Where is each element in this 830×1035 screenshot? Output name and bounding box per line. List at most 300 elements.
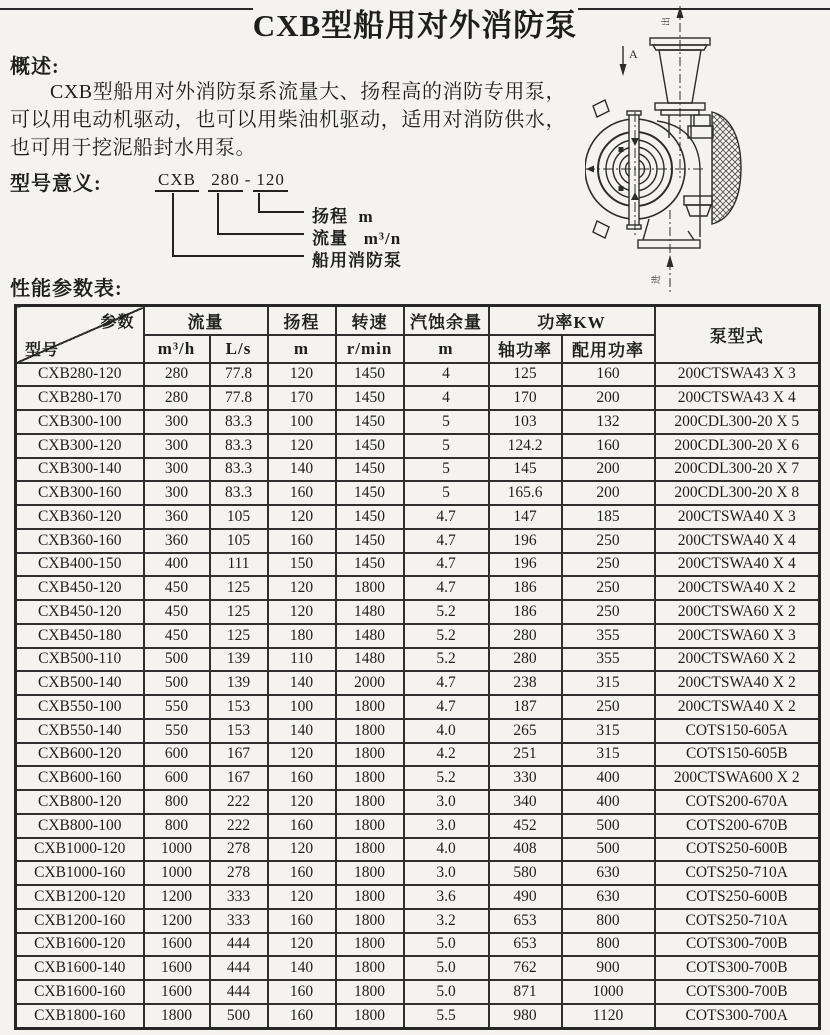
npsh-cell: 4.7	[404, 505, 489, 529]
pump-type-cell: 200CTSWA40 X 2	[655, 695, 820, 719]
model-cell: CXB300-160	[16, 481, 144, 505]
npsh-cell: 5	[404, 410, 489, 434]
flow-m3h-cell: 1200	[144, 885, 210, 909]
flow-ls-cell: 153	[210, 695, 268, 719]
shaft-power-cell: 186	[489, 600, 562, 624]
shaft-power-cell: 980	[489, 1004, 562, 1029]
speed-cell: 1450	[336, 481, 404, 505]
head-cell: 120	[268, 933, 336, 957]
pump-type-cell: 200CDL300-20 X 8	[655, 481, 820, 505]
pump-type-cell: 200CDL300-20 X 6	[655, 434, 820, 458]
model-cell: CXB1600-140	[16, 956, 144, 980]
flow-ls-cell: 153	[210, 719, 268, 743]
flow-ls-cell: 500	[210, 1004, 268, 1029]
flow-m3h-cell: 550	[144, 695, 210, 719]
npsh-cell: 3.0	[404, 861, 489, 885]
flow-ls-cell: 125	[210, 576, 268, 600]
shaft-power-cell: 452	[489, 814, 562, 838]
rated-power-cell: 200	[562, 458, 655, 482]
speed-cell: 1450	[336, 434, 404, 458]
shaft-power-cell: 147	[489, 505, 562, 529]
rated-power-cell: 160	[562, 363, 655, 387]
connector-line	[258, 211, 304, 213]
npsh-cell: 4.0	[404, 838, 489, 862]
head-cell: 120	[268, 838, 336, 862]
pump-type-cell: COTS300-700B	[655, 980, 820, 1004]
npsh-cell: 4	[404, 386, 489, 410]
header-flow: 流量	[144, 306, 268, 335]
head-cell: 100	[268, 695, 336, 719]
model-code-prefix: CXB	[155, 170, 199, 192]
speed-cell: 1800	[336, 743, 404, 767]
shaft-power-cell: 187	[489, 695, 562, 719]
outlet-label: 出	[661, 16, 671, 26]
model-code	[155, 170, 288, 190]
npsh-cell: 4.7	[404, 576, 489, 600]
npsh-cell: 4.0	[404, 719, 489, 743]
pump-type-cell: 200CTSWA40 X 2	[655, 576, 820, 600]
header-head: 扬程	[268, 306, 336, 335]
flow-m3h-cell: 360	[144, 505, 210, 529]
rated-power-cell: 355	[562, 624, 655, 648]
table-row	[16, 386, 820, 410]
flow-m3h-cell: 500	[144, 671, 210, 695]
model-cell: CXB550-100	[16, 695, 144, 719]
shaft-power-cell: 330	[489, 766, 562, 790]
label-head: 扬程 m	[312, 207, 374, 226]
head-cell: 110	[268, 648, 336, 672]
header-head-unit: m	[268, 335, 336, 363]
head-cell: 140	[268, 956, 336, 980]
shaft-power-cell: 251	[489, 743, 562, 767]
speed-cell: 1800	[336, 861, 404, 885]
flow-m3h-cell: 300	[144, 434, 210, 458]
npsh-cell: 5.2	[404, 766, 489, 790]
table-row	[16, 458, 820, 482]
flow-m3h-cell: 1600	[144, 933, 210, 957]
corner-header-cell	[16, 306, 144, 363]
rated-power-cell: 160	[562, 434, 655, 458]
table-row	[16, 671, 820, 695]
speed-cell: 2000	[336, 671, 404, 695]
model-cell: CXB800-100	[16, 814, 144, 838]
flow-ls-cell: 111	[210, 553, 268, 577]
table-row	[16, 553, 820, 577]
model-cell: CXB1600-120	[16, 933, 144, 957]
rated-power-cell: 400	[562, 790, 655, 814]
rated-power-cell: 250	[562, 529, 655, 553]
speed-cell: 1800	[336, 695, 404, 719]
npsh-cell: 5	[404, 481, 489, 505]
flow-m3h-cell: 300	[144, 410, 210, 434]
model-cell: CXB300-140	[16, 458, 144, 482]
rated-power-cell: 250	[562, 576, 655, 600]
connector-line	[172, 193, 174, 257]
table-row	[16, 481, 820, 505]
flow-m3h-cell: 600	[144, 766, 210, 790]
pump-type-cell: 200CTSWA40 X 4	[655, 529, 820, 553]
table-row	[16, 363, 820, 387]
flow-m3h-cell: 400	[144, 553, 210, 577]
model-cell: CXB300-100	[16, 410, 144, 434]
flow-ls-cell: 125	[210, 624, 268, 648]
flow-m3h-cell: 1000	[144, 838, 210, 862]
speed-cell: 1800	[336, 719, 404, 743]
model-cell: CXB280-170	[16, 386, 144, 410]
table-row	[16, 766, 820, 790]
speed-cell: 1800	[336, 814, 404, 838]
rated-power-cell: 185	[562, 505, 655, 529]
head-cell: 160	[268, 909, 336, 933]
table-row	[16, 838, 820, 862]
shaft-power-cell: 145	[489, 458, 562, 482]
speed-cell: 1480	[336, 624, 404, 648]
model-cell: CXB1800-160	[16, 1004, 144, 1029]
npsh-cell: 5.5	[404, 1004, 489, 1029]
table-row	[16, 956, 820, 980]
flow-m3h-cell: 1800	[144, 1004, 210, 1029]
pump-type-cell: 200CTSWA600 X 2	[655, 766, 820, 790]
shaft-power-cell: 265	[489, 719, 562, 743]
flow-ls-cell: 278	[210, 861, 268, 885]
rated-power-cell: 200	[562, 481, 655, 505]
head-cell: 170	[268, 386, 336, 410]
flow-ls-cell: 139	[210, 648, 268, 672]
npsh-cell: 4.7	[404, 529, 489, 553]
flow-m3h-cell: 1200	[144, 909, 210, 933]
head-cell: 140	[268, 671, 336, 695]
head-cell: 120	[268, 363, 336, 387]
model-cell: CXB600-160	[16, 766, 144, 790]
flow-m3h-cell: 450	[144, 576, 210, 600]
rated-power-cell: 630	[562, 861, 655, 885]
model-code-head: 120	[253, 170, 288, 192]
shaft-power-cell: 580	[489, 861, 562, 885]
model-cell: CXB360-160	[16, 529, 144, 553]
flow-ls-cell: 444	[210, 980, 268, 1004]
corner-label-model: 型号	[25, 341, 60, 359]
shaft-power-cell: 125	[489, 363, 562, 387]
shaft-power-cell: 762	[489, 956, 562, 980]
table-row	[16, 410, 820, 434]
head-cell: 120	[268, 743, 336, 767]
head-cell: 120	[268, 600, 336, 624]
table-row	[16, 529, 820, 553]
flow-ls-cell: 83.3	[210, 481, 268, 505]
flow-ls-cell: 222	[210, 814, 268, 838]
shaft-power-cell: 103	[489, 410, 562, 434]
table-row	[16, 648, 820, 672]
rated-power-cell: 500	[562, 838, 655, 862]
pump-type-cell: 200CDL300-20 X 5	[655, 410, 820, 434]
header-power-shaft: 轴功率	[489, 335, 562, 363]
table-row	[16, 600, 820, 624]
pump-type-cell: 200CTSWA43 X 3	[655, 363, 820, 387]
flow-ls-cell: 444	[210, 956, 268, 980]
rated-power-cell: 315	[562, 671, 655, 695]
model-cell: CXB300-120	[16, 434, 144, 458]
flow-ls-cell: 167	[210, 743, 268, 767]
npsh-cell: 4.7	[404, 671, 489, 695]
flow-ls-cell: 83.3	[210, 458, 268, 482]
label-flow: 流量 m³/n	[312, 229, 402, 248]
model-cell: CXB1000-120	[16, 838, 144, 862]
speed-cell: 1800	[336, 838, 404, 862]
pump-type-cell: COTS250-600B	[655, 838, 820, 862]
npsh-cell: 4.2	[404, 743, 489, 767]
table-row	[16, 719, 820, 743]
head-cell: 160	[268, 1004, 336, 1029]
speed-cell: 1450	[336, 363, 404, 387]
shaft-power-cell: 490	[489, 885, 562, 909]
performance-table-heading: 性能参数表:	[10, 278, 123, 300]
table-row	[16, 790, 820, 814]
model-cell: CXB550-140	[16, 719, 144, 743]
flow-m3h-cell: 300	[144, 458, 210, 482]
flow-m3h-cell: 1600	[144, 980, 210, 1004]
flow-ls-cell: 139	[210, 671, 268, 695]
model-cell: CXB450-120	[16, 600, 144, 624]
model-cell: CXB400-150	[16, 553, 144, 577]
npsh-cell: 4	[404, 363, 489, 387]
flow-ls-cell: 222	[210, 790, 268, 814]
shaft-power-cell: 196	[489, 529, 562, 553]
header-npsh-unit: m	[404, 335, 489, 363]
rated-power-cell: 400	[562, 766, 655, 790]
head-cell: 150	[268, 553, 336, 577]
model-cell: CXB450-180	[16, 624, 144, 648]
head-cell: 160	[268, 529, 336, 553]
pump-type-cell: COTS300-700A	[655, 1004, 820, 1029]
model-cell: CXB1200-120	[16, 885, 144, 909]
overview-heading: 概述:	[10, 56, 60, 78]
speed-cell: 1800	[336, 576, 404, 600]
flow-ls-cell: 83.3	[210, 434, 268, 458]
rated-power-cell: 630	[562, 885, 655, 909]
shaft-power-cell: 653	[489, 933, 562, 957]
speed-cell: 1800	[336, 980, 404, 1004]
table-row	[16, 743, 820, 767]
pump-type-cell: COTS300-700B	[655, 956, 820, 980]
table-row	[16, 861, 820, 885]
model-cell: CXB600-120	[16, 743, 144, 767]
model-cell: CXB280-120	[16, 363, 144, 387]
inlet-label: 进	[651, 274, 661, 284]
rated-power-cell: 200	[562, 386, 655, 410]
flow-ls-cell: 77.8	[210, 363, 268, 387]
flow-m3h-cell: 500	[144, 648, 210, 672]
pump-type-cell: COTS250-710A	[655, 861, 820, 885]
rated-power-cell: 355	[562, 648, 655, 672]
model-cell: CXB500-140	[16, 671, 144, 695]
head-cell: 160	[268, 481, 336, 505]
connector-line	[217, 193, 219, 235]
head-cell: 180	[268, 624, 336, 648]
speed-cell: 1800	[336, 790, 404, 814]
header-power: 功率KW	[489, 306, 655, 335]
npsh-cell: 4.7	[404, 553, 489, 577]
speed-cell: 1480	[336, 600, 404, 624]
rated-power-cell: 315	[562, 743, 655, 767]
model-cell: CXB360-120	[16, 505, 144, 529]
npsh-cell: 5.0	[404, 933, 489, 957]
shaft-power-cell: 280	[489, 648, 562, 672]
rated-power-cell: 315	[562, 719, 655, 743]
flow-m3h-cell: 1600	[144, 956, 210, 980]
npsh-cell: 4.7	[404, 695, 489, 719]
speed-cell: 1800	[336, 1004, 404, 1029]
speed-cell: 1450	[336, 458, 404, 482]
table-row	[16, 576, 820, 600]
shaft-power-cell: 196	[489, 553, 562, 577]
shaft-power-cell: 186	[489, 576, 562, 600]
shaft-power-cell: 871	[489, 980, 562, 1004]
table-row	[16, 1004, 820, 1029]
flow-ls-cell: 444	[210, 933, 268, 957]
model-cell: CXB500-110	[16, 648, 144, 672]
model-cell: CXB1200-160	[16, 909, 144, 933]
table-row	[16, 624, 820, 648]
head-cell: 160	[268, 814, 336, 838]
rated-power-cell: 1000	[562, 980, 655, 1004]
shaft-power-cell: 238	[489, 671, 562, 695]
shaft-power-cell: 280	[489, 624, 562, 648]
npsh-cell: 5.0	[404, 956, 489, 980]
pump-type-cell: 200CTSWA40 X 3	[655, 505, 820, 529]
page-title: CXB型船用对外消防泵	[252, 8, 578, 43]
table-row	[16, 434, 820, 458]
rated-power-cell: 500	[562, 814, 655, 838]
table-row	[16, 980, 820, 1004]
table-row	[16, 909, 820, 933]
head-cell: 160	[268, 861, 336, 885]
rated-power-cell: 132	[562, 410, 655, 434]
pump-type-cell: COTS200-670B	[655, 814, 820, 838]
flow-m3h-cell: 450	[144, 600, 210, 624]
flow-m3h-cell: 600	[144, 743, 210, 767]
table-row	[16, 505, 820, 529]
overview-paragraph: CXB型船用对外消防泵系流量大、扬程高的消防专用泵，可以用电动机驱动，也可以用柴油机驱动，适用对消防供水，也可用于挖泥船封水用泵。	[10, 81, 566, 159]
performance-table	[14, 304, 821, 1030]
model-cell: CXB800-120	[16, 790, 144, 814]
shaft-power-cell: 340	[489, 790, 562, 814]
pump-type-cell: COTS150-605B	[655, 743, 820, 767]
pump-type-cell: 200CTSWA40 X 4	[655, 553, 820, 577]
model-code-dash: -	[244, 170, 252, 189]
header-flow-m3h: m³/h	[144, 335, 210, 363]
speed-cell: 1450	[336, 553, 404, 577]
pump-type-cell: COTS200-670A	[655, 790, 820, 814]
speed-cell: 1800	[336, 956, 404, 980]
flow-ls-cell: 77.8	[210, 386, 268, 410]
speed-cell: 1450	[336, 386, 404, 410]
speed-cell: 1450	[336, 529, 404, 553]
head-cell: 140	[268, 719, 336, 743]
flow-m3h-cell: 1000	[144, 861, 210, 885]
flow-ls-cell: 333	[210, 909, 268, 933]
head-cell: 100	[268, 410, 336, 434]
flow-m3h-cell: 300	[144, 481, 210, 505]
rated-power-cell: 1120	[562, 1004, 655, 1029]
pump-type-cell: COTS150-605A	[655, 719, 820, 743]
header-speed: 转速	[336, 306, 404, 335]
label-pump-type: 船用消防泵	[312, 251, 402, 270]
pump-type-cell: 200CTSWA60 X 2	[655, 600, 820, 624]
npsh-cell: 3.0	[404, 814, 489, 838]
connector-line	[258, 193, 260, 213]
shaft-power-cell: 653	[489, 909, 562, 933]
table-row	[16, 814, 820, 838]
header-flow-ls: L/s	[210, 335, 268, 363]
flow-m3h-cell: 360	[144, 529, 210, 553]
shaft-power-cell: 124.2	[489, 434, 562, 458]
pump-type-cell: 200CTSWA43 X 4	[655, 386, 820, 410]
shaft-power-cell: 165.6	[489, 481, 562, 505]
flow-m3h-cell: 280	[144, 363, 210, 387]
table-row	[16, 695, 820, 719]
shaft-power-cell: 408	[489, 838, 562, 862]
npsh-cell: 5.2	[404, 648, 489, 672]
flow-m3h-cell: 280	[144, 386, 210, 410]
connector-line	[172, 255, 304, 257]
header-power-rated: 配用功率	[562, 335, 655, 363]
table-row	[16, 933, 820, 957]
head-cell: 160	[268, 766, 336, 790]
head-cell: 120	[268, 790, 336, 814]
pump-type-cell: COTS300-700B	[655, 933, 820, 957]
flow-m3h-cell: 800	[144, 814, 210, 838]
section-view-label: A	[629, 47, 638, 61]
flow-m3h-cell: 800	[144, 790, 210, 814]
model-cell: CXB1600-160	[16, 980, 144, 1004]
speed-cell: 1800	[336, 909, 404, 933]
speed-cell: 1800	[336, 885, 404, 909]
head-cell: 120	[268, 505, 336, 529]
speed-cell: 1450	[336, 505, 404, 529]
head-cell: 120	[268, 434, 336, 458]
header-pump-type: 泵型式	[655, 306, 820, 363]
pump-technical-drawing	[585, 0, 830, 300]
npsh-cell: 3.6	[404, 885, 489, 909]
pump-type-cell: 200CTSWA40 X 2	[655, 671, 820, 695]
pump-type-cell: 200CTSWA60 X 3	[655, 624, 820, 648]
rated-power-cell: 900	[562, 956, 655, 980]
flow-ls-cell: 83.3	[210, 410, 268, 434]
flow-ls-cell: 278	[210, 838, 268, 862]
header-speed-unit: r/min	[336, 335, 404, 363]
performance-table-body	[16, 363, 820, 1029]
pump-type-cell: COTS250-710A	[655, 909, 820, 933]
speed-cell: 1800	[336, 933, 404, 957]
header-npsh: 汽蚀余量	[404, 306, 489, 335]
flow-m3h-cell: 450	[144, 624, 210, 648]
model-cell: CXB450-120	[16, 576, 144, 600]
shaft-power-cell: 170	[489, 386, 562, 410]
flow-ls-cell: 105	[210, 505, 268, 529]
head-cell: 120	[268, 576, 336, 600]
npsh-cell: 5.2	[404, 624, 489, 648]
npsh-cell: 5.0	[404, 980, 489, 1004]
model-meaning-heading: 型号意义:	[10, 173, 102, 195]
table-row	[16, 885, 820, 909]
flow-m3h-cell: 550	[144, 719, 210, 743]
rated-power-cell: 800	[562, 933, 655, 957]
rated-power-cell: 250	[562, 695, 655, 719]
pump-type-cell: 200CTSWA60 X 2	[655, 648, 820, 672]
corner-label-parameter: 参数	[100, 314, 135, 331]
flow-ls-cell: 105	[210, 529, 268, 553]
speed-cell: 1450	[336, 410, 404, 434]
